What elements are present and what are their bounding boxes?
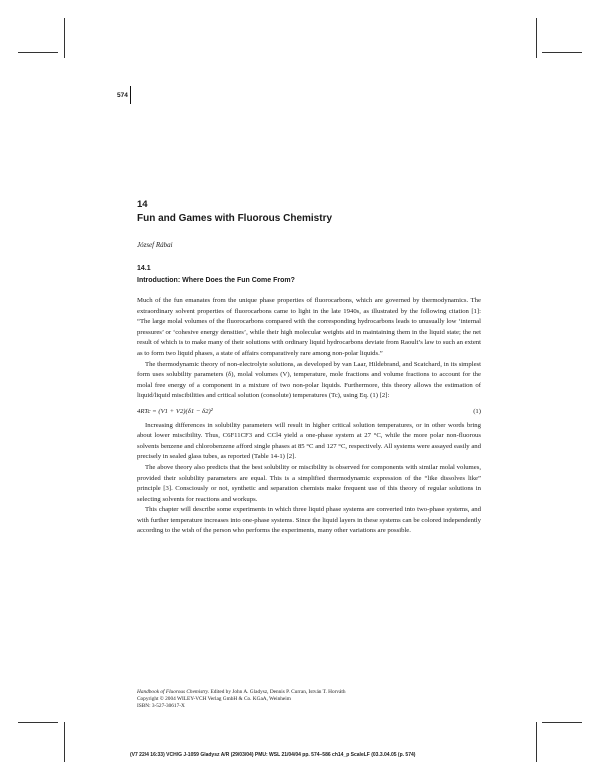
paragraph: The above theory also predicts that the best solubility or miscibility is observed for components with similar molal volumes, provided their solubility parameters are equal. This is a simplified thermodynamic expression of the “like dissolves like” principle [3]. Consciously or not, synthetic and separation chemists make frequent use of this theory of regular solutions in selecting solvents for reactions and workups. [137, 463, 481, 503]
editors: Edited by John A. Gladysz, Dennis P. Curran, István T. Horváth [209, 689, 346, 695]
chapter-title: Fun and Games with Fluorous Chemistry [137, 213, 333, 224]
crop-mark [542, 722, 582, 723]
paragraph: Increasing differences in solubility parameters will result in higher critical solution temperatures, or in other words bring about lower miscibility. Thus, C6F11CF3 and CCl4 yield a one-phase system at 27 °C, while the more polar non-fluorous solvents benzene and chlorobenzene afford single phases at 85 °C and 127 °C, respectively. All systems were assayed easily and precisely in sealed glass tubes, as reported (Table 14-1) [2]. [137, 421, 481, 461]
crop-mark [18, 52, 58, 53]
paragraph: This chapter will describe some experiments in which three liquid phase systems are converted into two-phase systems, and with further temperature increases into one-phase systems. Since the liquid layers in these systems can be colored independently according to the wish of the person who performs the experiments, many other variations are possible. [137, 506, 481, 535]
crop-mark [536, 18, 537, 58]
section-number: 14.1 [137, 265, 151, 272]
equation-formula: 4RTc = (V1 + V2)(δ1 − δ2)² [137, 407, 213, 415]
page-number-rule [130, 86, 131, 104]
crop-mark [18, 722, 58, 723]
crop-mark [64, 18, 65, 58]
book-title: Handbook of Fluorous Chemistry. [137, 689, 210, 695]
crop-mark [542, 52, 582, 53]
crop-mark [64, 722, 65, 762]
equation-label: (1) [473, 407, 481, 415]
equation [137, 407, 481, 418]
chapter-number: 14 [137, 199, 148, 210]
production-line: (V7 22/4 16:33) VCH/G J-1059 Gladysz A/R (29/03/04) PMU: WSL 21/04/04 pp. 574–586 ch14_p ScaleLF (03.3.04.05 (p. 574) [130, 752, 416, 758]
body-text [137, 296, 481, 537]
section-title: Introduction: Where Does the Fun Come From? [137, 277, 295, 284]
copyright-footnote [137, 689, 437, 710]
page-number: 574 [117, 92, 128, 99]
paragraph: Much of the fun emanates from the unique phase properties of fluorocarbons, which are governed by thermodynamics. The extraordinary solvent properties of fluorocarbons came to light in the late 1940s, as illustrated by the following citation [1]: “The large molal volumes of the fluorocarbons compared with the corresponding hydrocarbons leads to unusually low ‘internal pressures’ or ‘cohesive energy densities’, while their high molecular weights aid in maintaining them in the liquid state; the net result of which is to make many of their solutions with ordinary liquid hydrocarbons deviate from Raoult’s law to such an extent as to form two liquid phases, a state of affairs comparatively rare among non-polar liquids.” [137, 297, 481, 357]
chapter-author: József Rábai [137, 241, 173, 249]
paragraph: The thermodynamic theory of non-electrolyte solutions, as developed by van Laar, Hildebrand, and Scatchard, in its simplest form uses solubility parameters (δ), molal volumes (V), temperature, mole fractions and volume fractions to account for the molal free energy of a component in a mixture of two non-polar liquids. Furthermore, this theory allows the estimation of liquid/liquid miscibilities and critical solution (consolute) temperatures (Tc), using Eq. (1) [2]: [137, 360, 481, 400]
crop-mark [536, 722, 537, 762]
isbn: ISBN: 3-527-30617-X [137, 703, 185, 709]
copyright: Copyright © 2004 WILEY-VCH Verlag GmbH & Co. KGaA, Weinheim [137, 696, 291, 702]
